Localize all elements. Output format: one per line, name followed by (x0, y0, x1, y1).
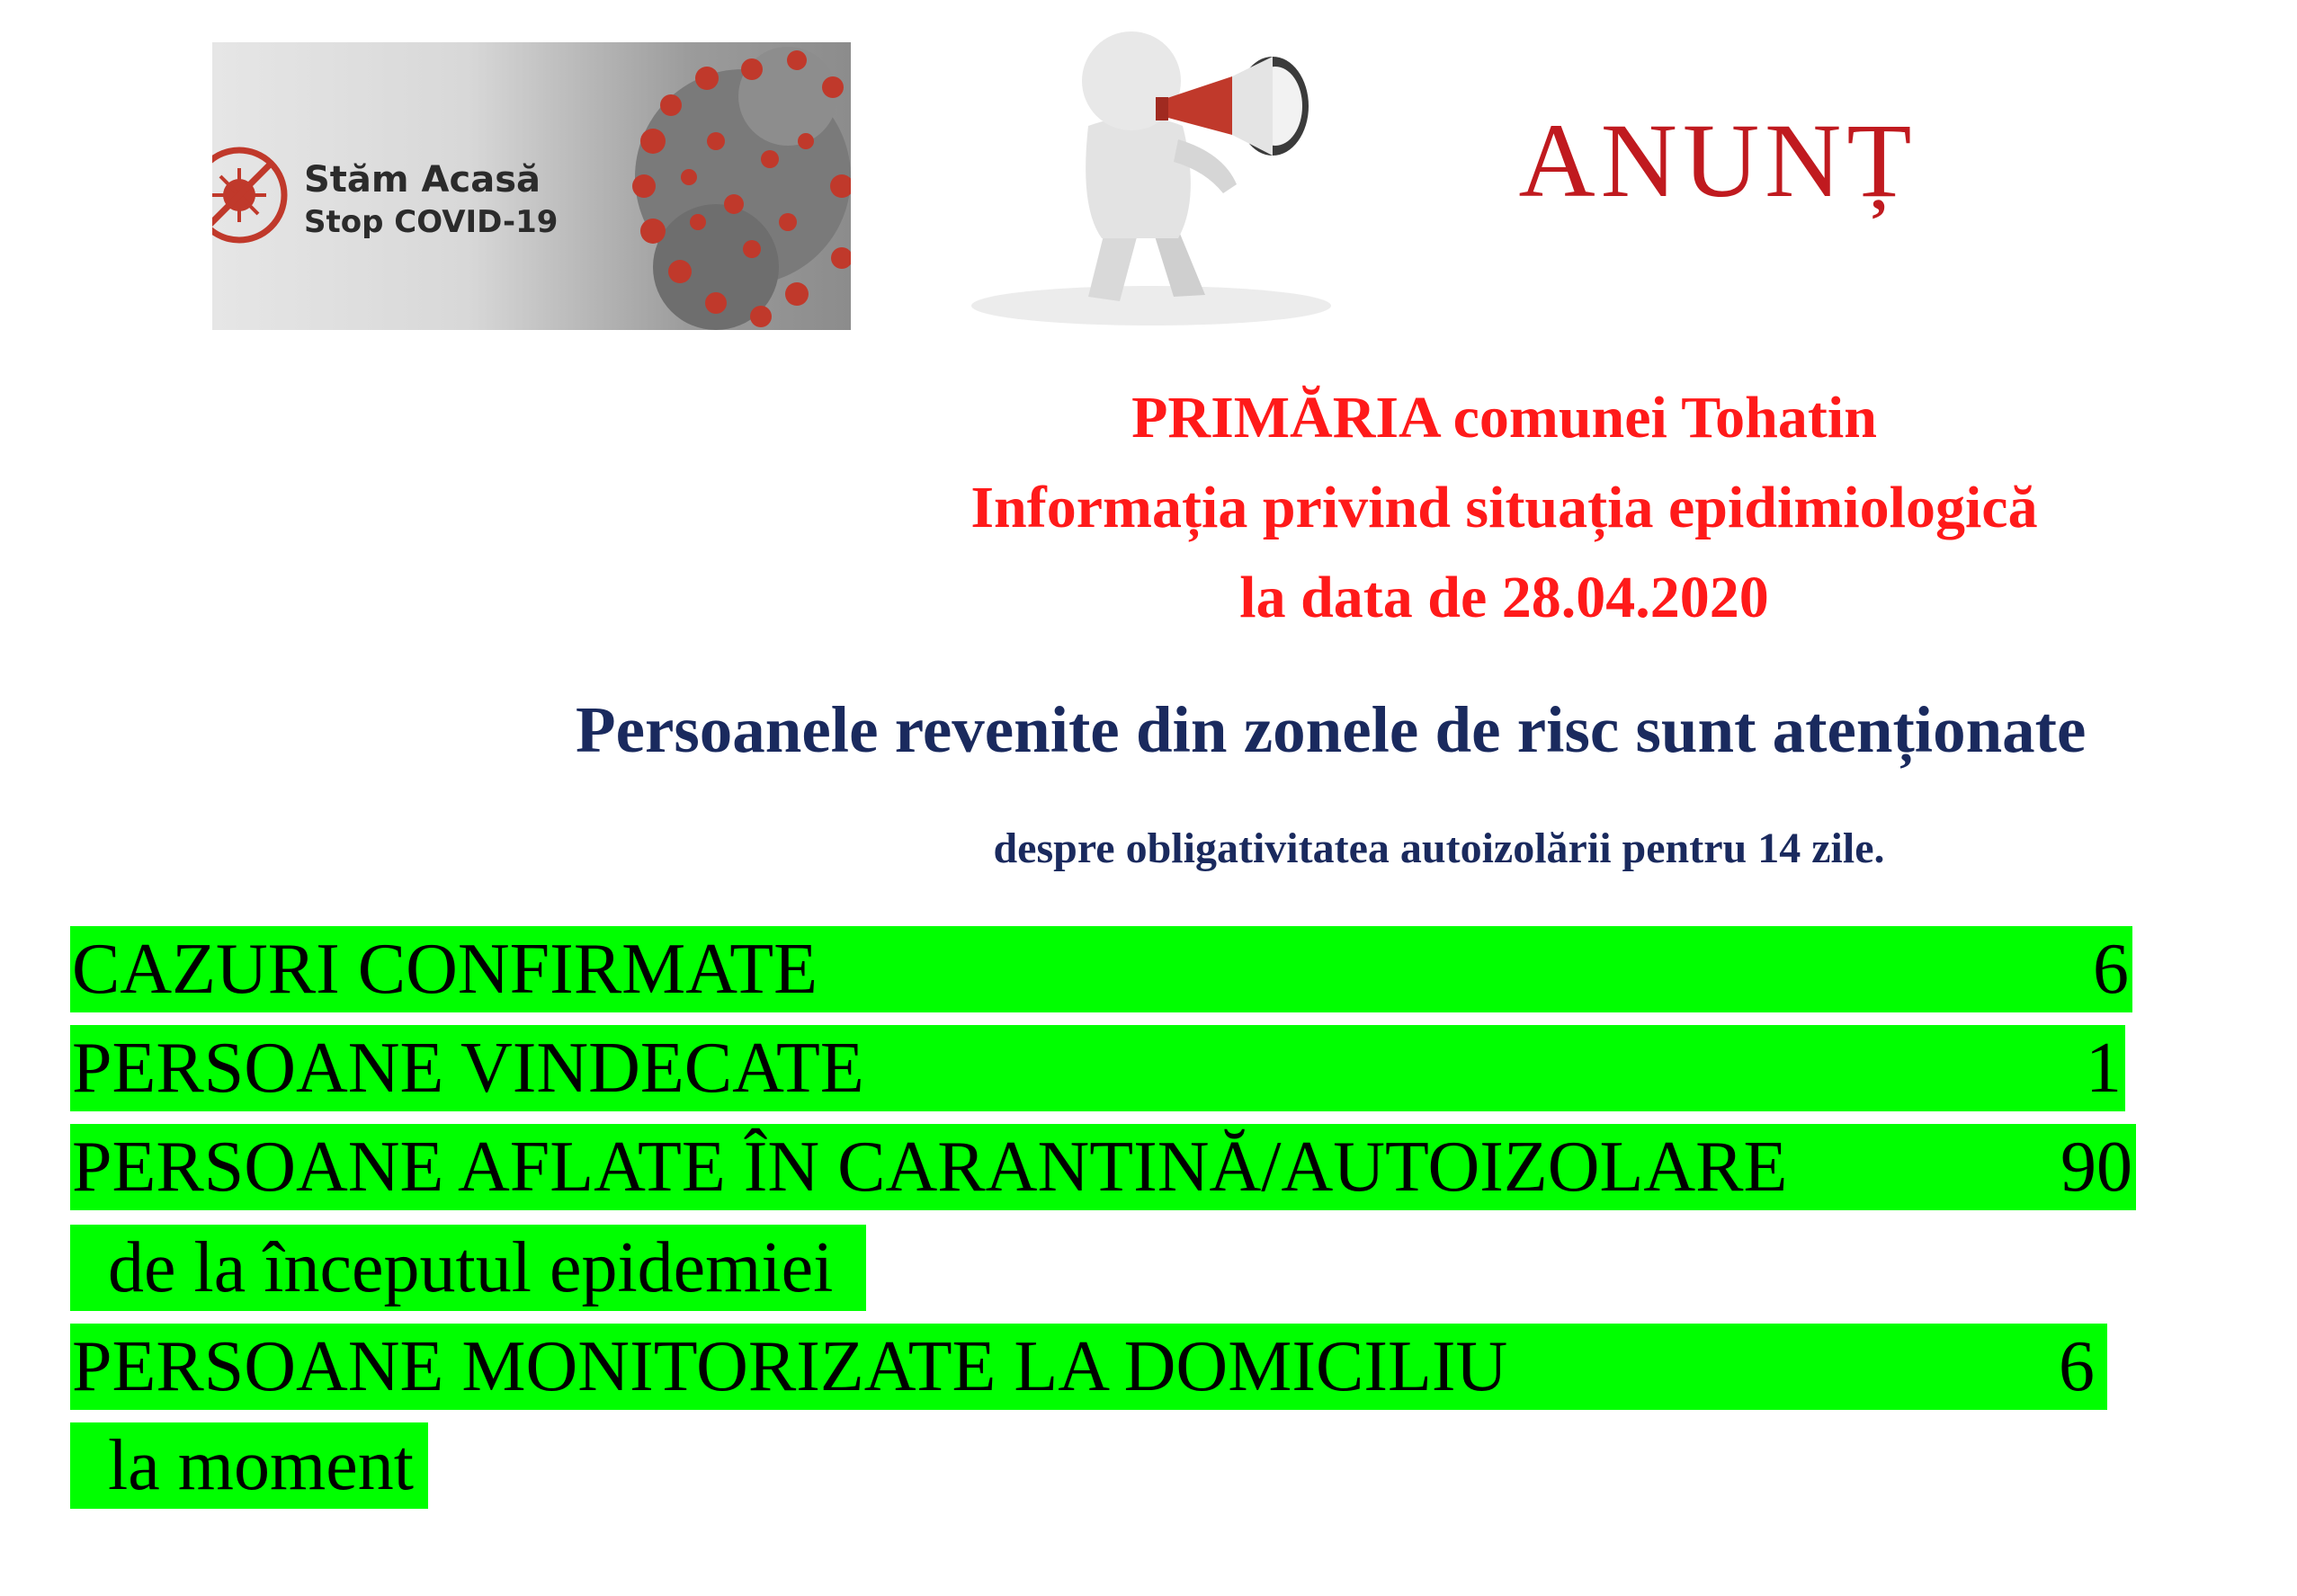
stat-value: 90 (2060, 1128, 2132, 1207)
stat-value: 6 (2093, 930, 2129, 1009)
notice-sub: despre obligativitatea autoizolării pentru 14 zile. (993, 825, 1885, 872)
stat-note: la moment (108, 1426, 414, 1505)
virus-cluster (632, 47, 851, 330)
announcement-title: ANUNȚ (1518, 102, 1917, 219)
header-date: la data de 28.04.2020 (1239, 565, 1769, 630)
stat-row-recovered (70, 1025, 2125, 1111)
stat-value: 1 (2086, 1029, 2122, 1108)
stay-home-banner (212, 42, 851, 330)
stat-label: PERSOANE AFLATE ÎN CARANTINĂ/AUTOIZOLARE (72, 1128, 1788, 1207)
header-line2: Informația privind situația epidimiologică (970, 475, 2038, 540)
megaphone-person-icon (935, 27, 1403, 328)
stat-label: PERSOANE MONITORIZATE LA DOMICILIU (72, 1327, 1508, 1406)
stat-note: de la începutul epidemiei (108, 1228, 834, 1307)
stat-value: 6 (2059, 1327, 2095, 1406)
banner-line1: Stăm Acasă (304, 159, 541, 201)
stat-label: PERSOANE VINDECATE (72, 1029, 864, 1108)
notice-main: Persoanele revenite din zonele de risc sunt atenționate (576, 693, 2087, 766)
stat-note-monitored (70, 1422, 428, 1509)
stat-note-quarantine (70, 1225, 866, 1311)
stat-row-quarantine (70, 1124, 2136, 1210)
stat-row-monitored (70, 1324, 2107, 1410)
banner-line2: Stop COVID-19 (304, 204, 559, 240)
no-entry-icon (212, 150, 284, 240)
stat-label: CAZURI CONFIRMATE (72, 930, 818, 1009)
stat-row-confirmed (70, 926, 2132, 1012)
header-line1: PRIMĂRIA comunei Tohatin (1131, 385, 1877, 450)
